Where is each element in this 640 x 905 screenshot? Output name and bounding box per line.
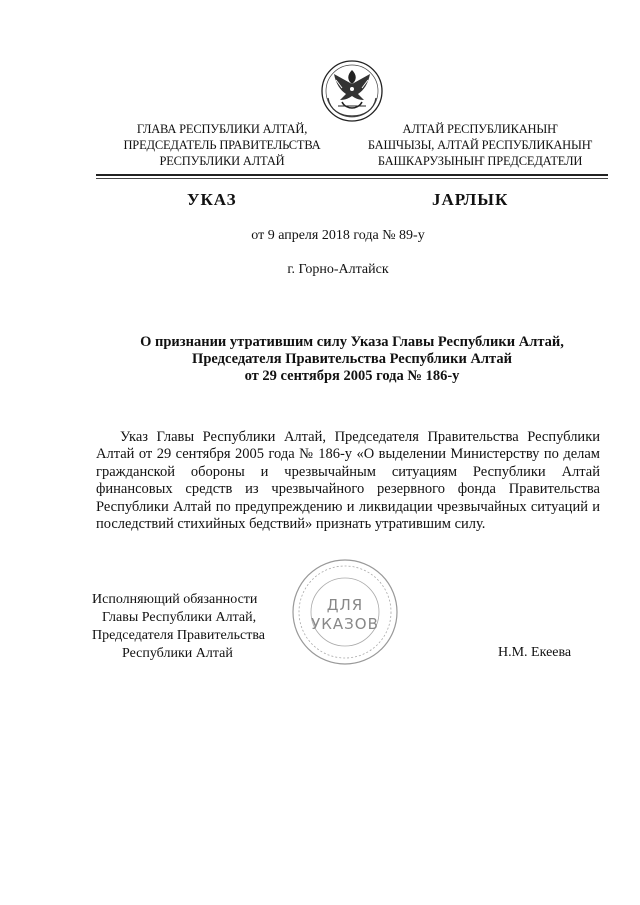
stamp-line1: ДЛЯ xyxy=(326,596,364,614)
header-left-line: ПРЕДСЕДАТЕЛЬ ПРАВИТЕЛЬСТВА xyxy=(123,138,321,152)
city: г. Горно-Алтайск xyxy=(287,262,389,277)
title-line: от 29 сентября 2005 года № 186-у xyxy=(244,368,460,384)
body-paragraph: Указ Главы Республики Алтай, Председателя Правительства Республики Алтай от 29 сентября 2005 года № 186-у «О выделении Министерству по делам гражданской обороны и чрезвычайным ситуациям Республики Алтай финансовых средств из чрезвычайного резервного фонда Правительства Республики Алтай по предупреждению и ликвидации чрезвычайных ситуаций и последствий стихийных бедствий» признать утратившим силу. xyxy=(96,429,600,533)
doc-type-ru: УКАЗ xyxy=(187,190,237,209)
header-right-line: АЛТАЙ РЕСПУБЛИКАНЫҤ xyxy=(402,122,558,136)
position-line: Главы Республики Алтай, xyxy=(102,610,257,625)
header-left-line: РЕСПУБЛИКИ АЛТАЙ xyxy=(159,154,285,168)
header-divider-thin xyxy=(96,178,608,179)
date-line: от 9 апреля 2018 года № 89-у xyxy=(251,228,425,243)
title-line: О признании утратившим силу Указа Главы Республики Алтай, xyxy=(140,334,564,350)
header-right xyxy=(355,121,605,169)
header-divider xyxy=(96,174,608,176)
document-title xyxy=(96,334,608,385)
position-line: Председателя Правительства xyxy=(92,628,266,643)
position-line: Исполняющий обязанности xyxy=(92,592,258,607)
header-left xyxy=(112,121,332,169)
position-line: Республики Алтай xyxy=(122,646,233,661)
header-left-line: ГЛАВА РЕСПУБЛИКИ АЛТАЙ, xyxy=(136,122,308,136)
header-right-line: БАШКАРУЗЫНЫҤ ПРЕДСЕДАТЕЛИ xyxy=(377,154,583,168)
stamp-line2: УКАЗОВ xyxy=(311,615,379,633)
coat-of-arms-icon xyxy=(316,58,388,124)
doc-type-alt: JАРЛЫК xyxy=(432,190,509,209)
title-line: Председателя Правительства Республики Алтай xyxy=(192,351,512,367)
signatory-position xyxy=(92,591,282,663)
signatory-name: Н.М. Екеева xyxy=(498,645,572,660)
header-right-line: БАШЧЫЗЫ, АЛТАЙ РЕСПУБЛИКАНЫҤ xyxy=(367,138,593,152)
stamp-seal xyxy=(290,557,400,667)
